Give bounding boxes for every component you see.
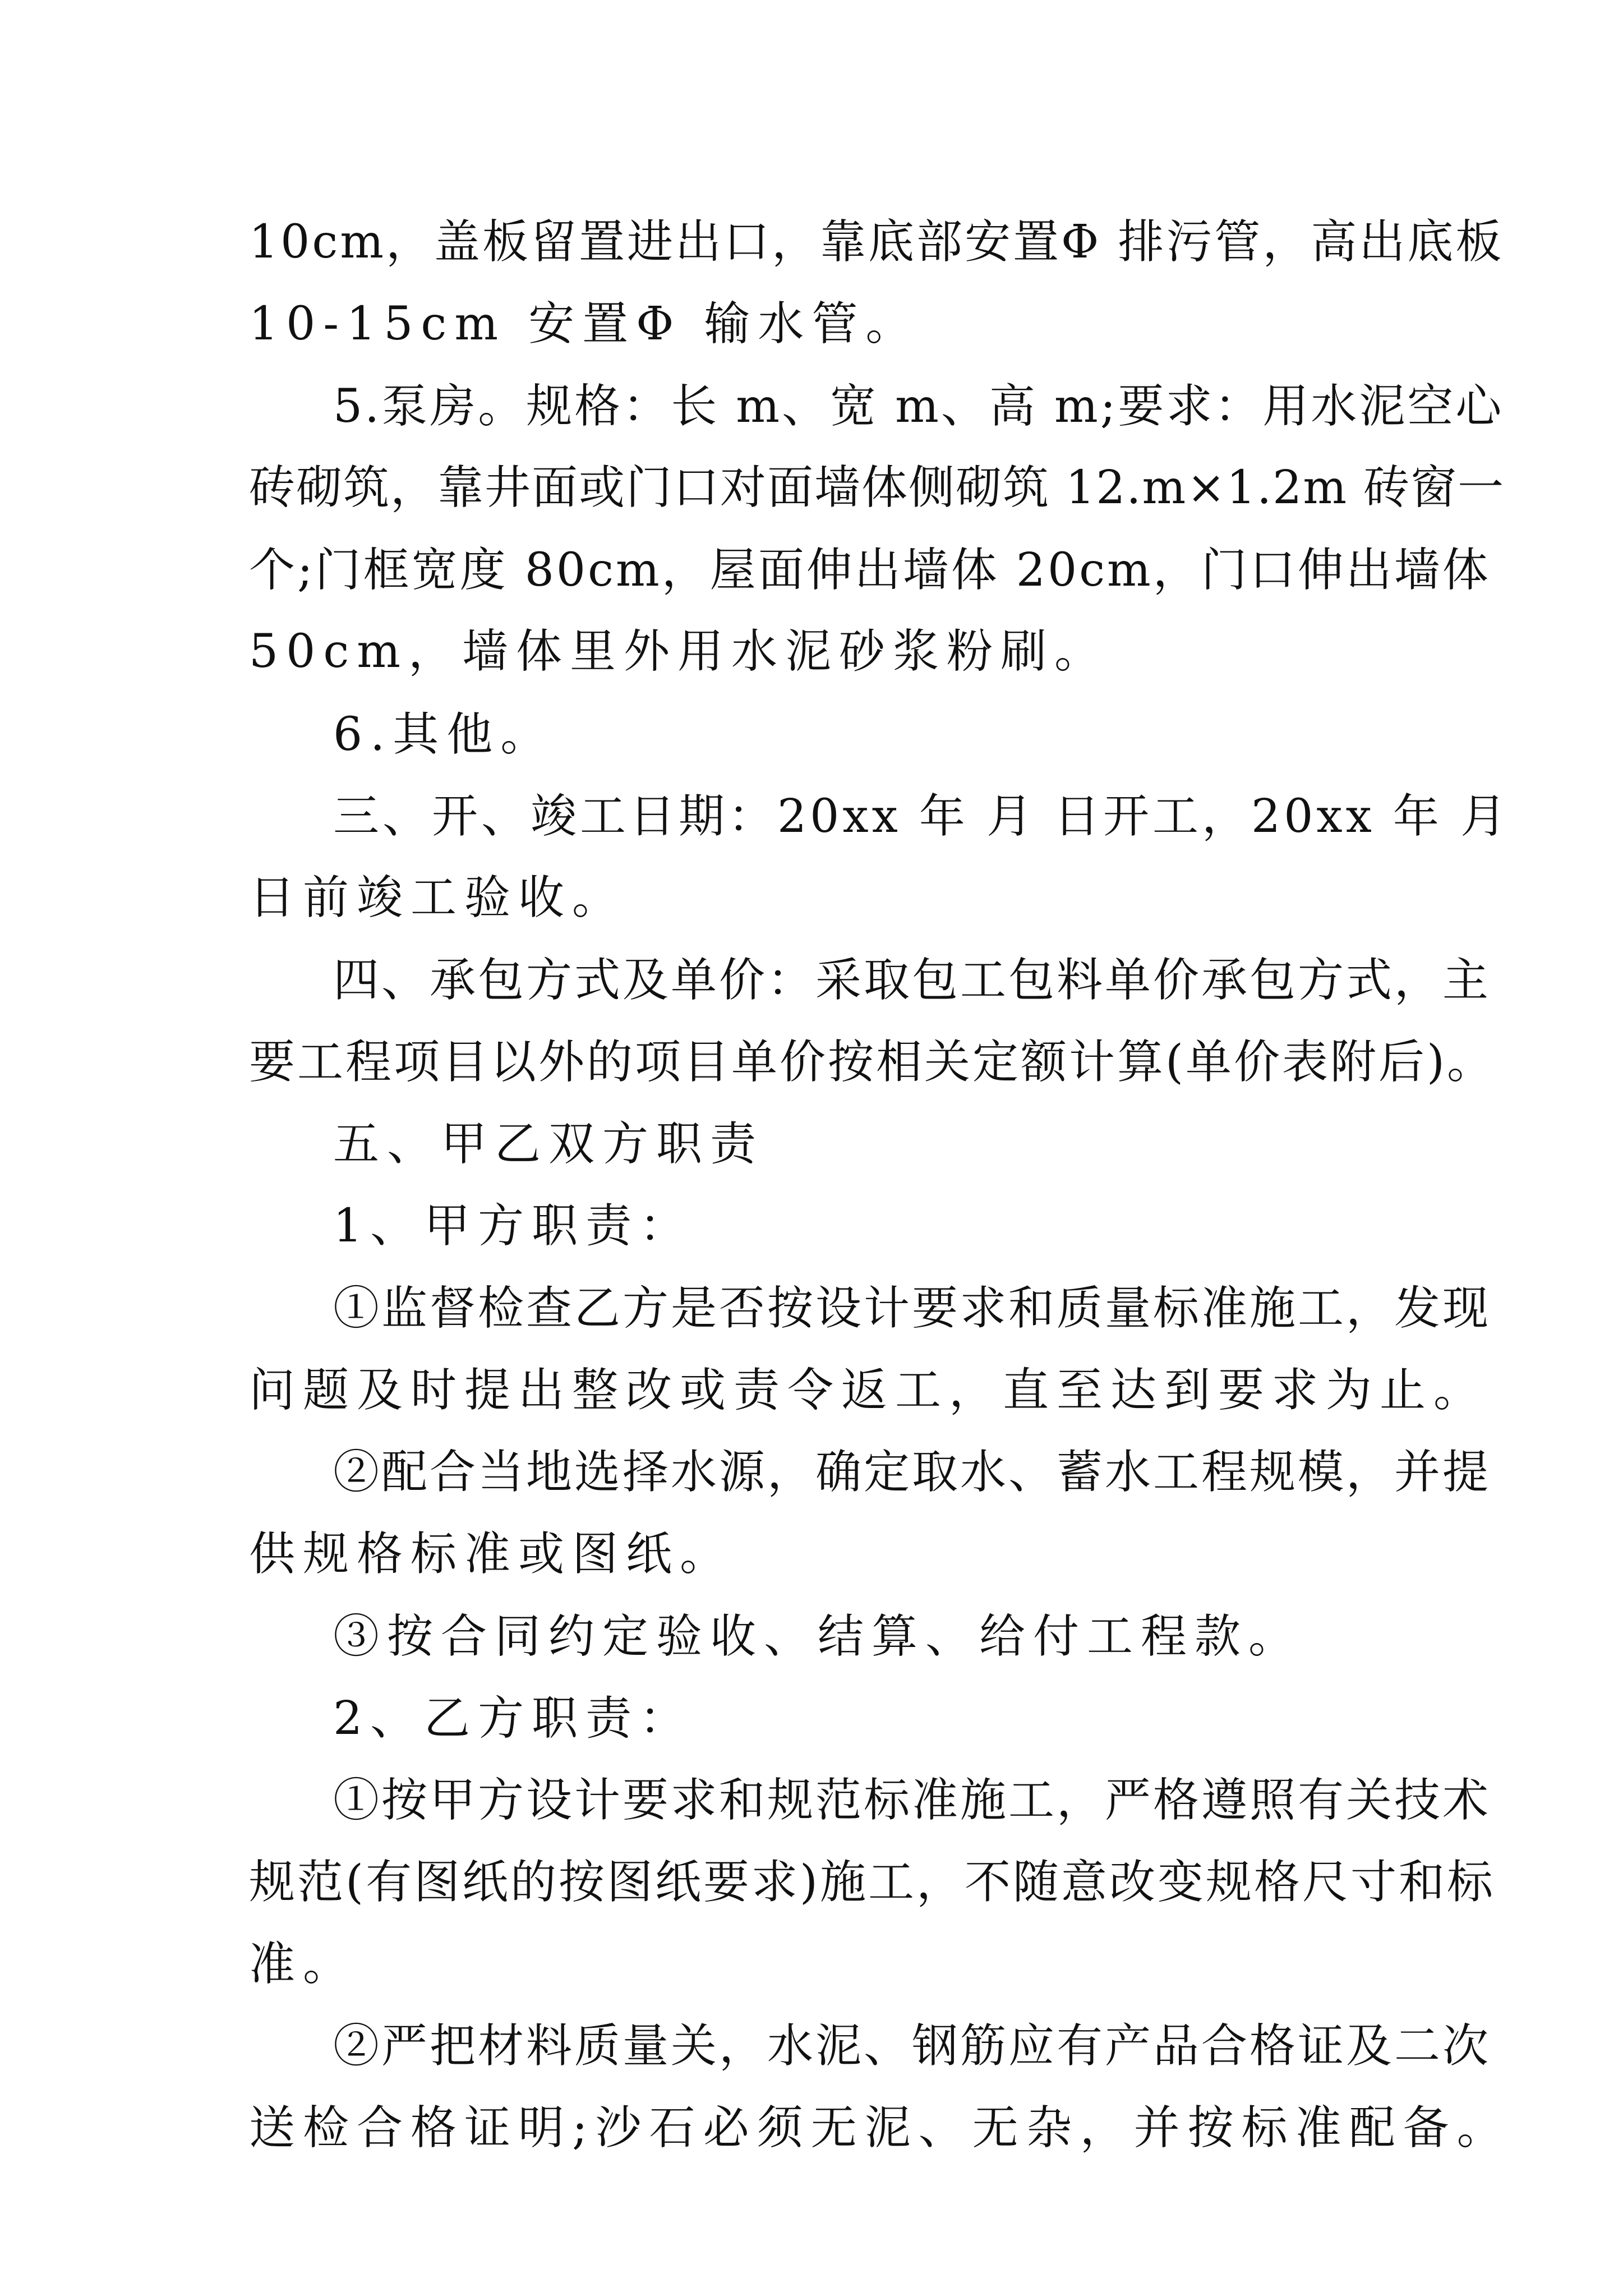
text-line: ①按甲方设计要求和规范标准施工，严格遵照有关技术 xyxy=(333,1774,1491,1827)
text-line: 50cm，墙体里外用水泥砂浆粉刷。 xyxy=(249,625,1109,678)
text-line: ③按合同约定验收、结算、给付工程款。 xyxy=(333,1610,1303,1663)
text-line: 5.泵房。规格：长 m、宽 m、高 m;要求：用水泥空心 xyxy=(333,380,1504,433)
text-line: 1、甲方职责： xyxy=(333,1199,694,1253)
text-line: 三、开、竣工日期：20xx 年 月 日开工，20xx 年 月 xyxy=(333,790,1510,843)
text-line: 要工程项目以外的项目单价按相关定额计算(单价表附后)。 xyxy=(249,1036,1495,1089)
text-line: 五、甲乙双方职责 xyxy=(333,1117,764,1171)
text-line: ②严把材料质量关，水泥、钢筋应有产品合格证及二次 xyxy=(333,2019,1491,2073)
text-line: 砖砌筑，靠井面或门口对面墙体侧砌筑 12.m×1.2m 砖窗一 xyxy=(249,461,1505,514)
text-line: 规范(有图纸的按图纸要求)施工，不随意改变规格尺寸和标 xyxy=(249,1856,1495,1909)
text-line: 送检合格证明;沙石必须无泥、无杂，并按标准配备。 xyxy=(249,2101,1511,2155)
text-line: 日前竣工验收。 xyxy=(249,871,626,924)
text-line: ②配合当地选择水源，确定取水、蓄水工程规模，并提 xyxy=(333,1446,1491,1499)
text-line: 10cm，盖板留置进出口，靠底部安置Φ 排污管，高出底板 xyxy=(249,215,1504,269)
text-line: 个;门框宽度 80cm，屋面伸出墙体 20cm，门口伸出墙体 xyxy=(249,544,1491,597)
text-line: 6.其他。 xyxy=(333,708,555,761)
text-line: 问题及时提出整改或责令返工，直至达到要求为止。 xyxy=(249,1364,1488,1417)
text-line: 准。 xyxy=(249,1938,357,1991)
text-line: 供规格标准或图纸。 xyxy=(249,1527,734,1581)
text-line: ①监督检查乙方是否按设计要求和质量标准施工，发现 xyxy=(333,1282,1491,1335)
text-line: 四、承包方式及单价：采取包工包料单价承包方式，主 xyxy=(333,954,1491,1007)
text-line: 2、乙方职责： xyxy=(333,1692,694,1745)
text-line: 10-15cm 安置Φ 输水管。 xyxy=(249,297,920,351)
